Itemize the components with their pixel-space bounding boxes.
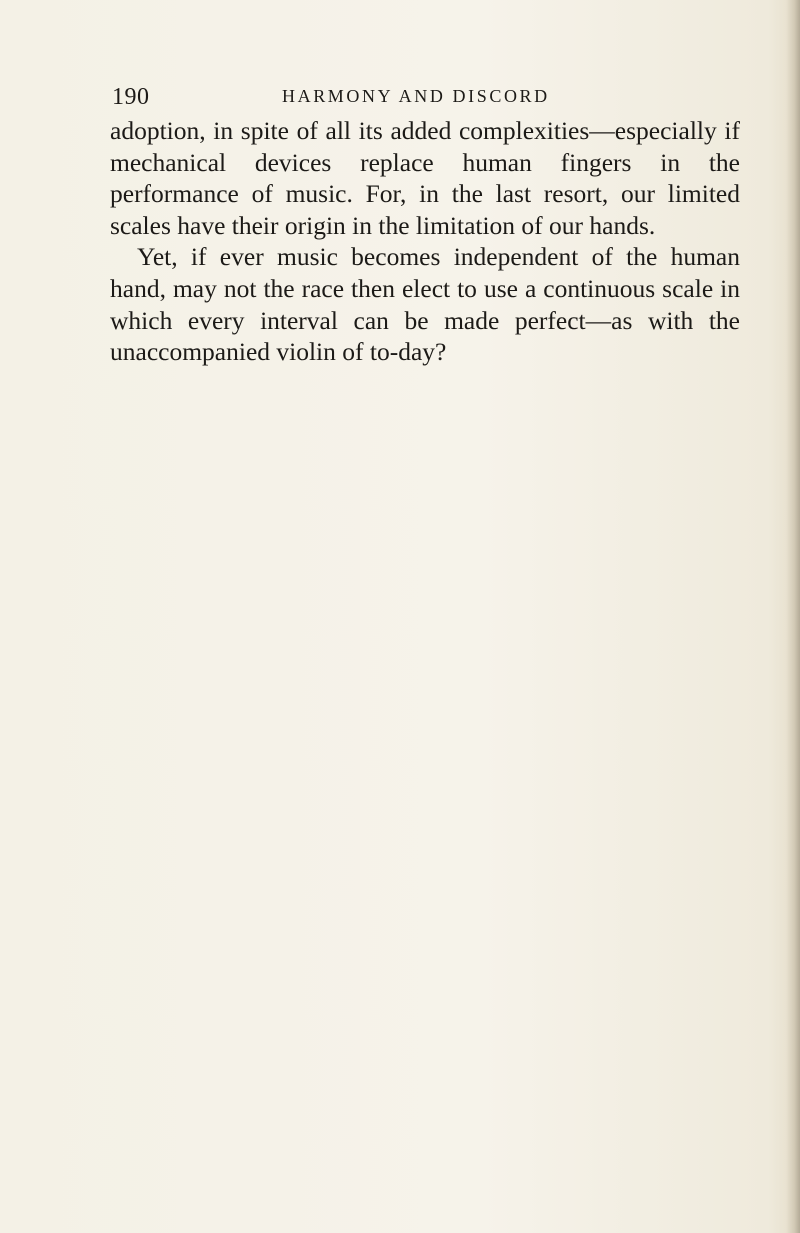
running-head: HARMONY AND DISCORD [282, 86, 550, 106]
paragraph-1: adoption, in spite of all its added complexities—especially if mechanical devices replace human fingers in the performance of music. For, in the last resort, our limited scales have their origin in the limitation of our hands. [110, 116, 740, 240]
page-header [112, 84, 692, 114]
body-text [110, 115, 740, 368]
page-number: 190 [112, 84, 150, 110]
page-edge-shadow [786, 0, 800, 1233]
paragraph-2: Yet, if ever music becomes independent of the human hand, may not the race then elect to use a continuous scale in which every interval can be made perfect—as with the unaccompanied violin of to-day? [110, 242, 740, 367]
